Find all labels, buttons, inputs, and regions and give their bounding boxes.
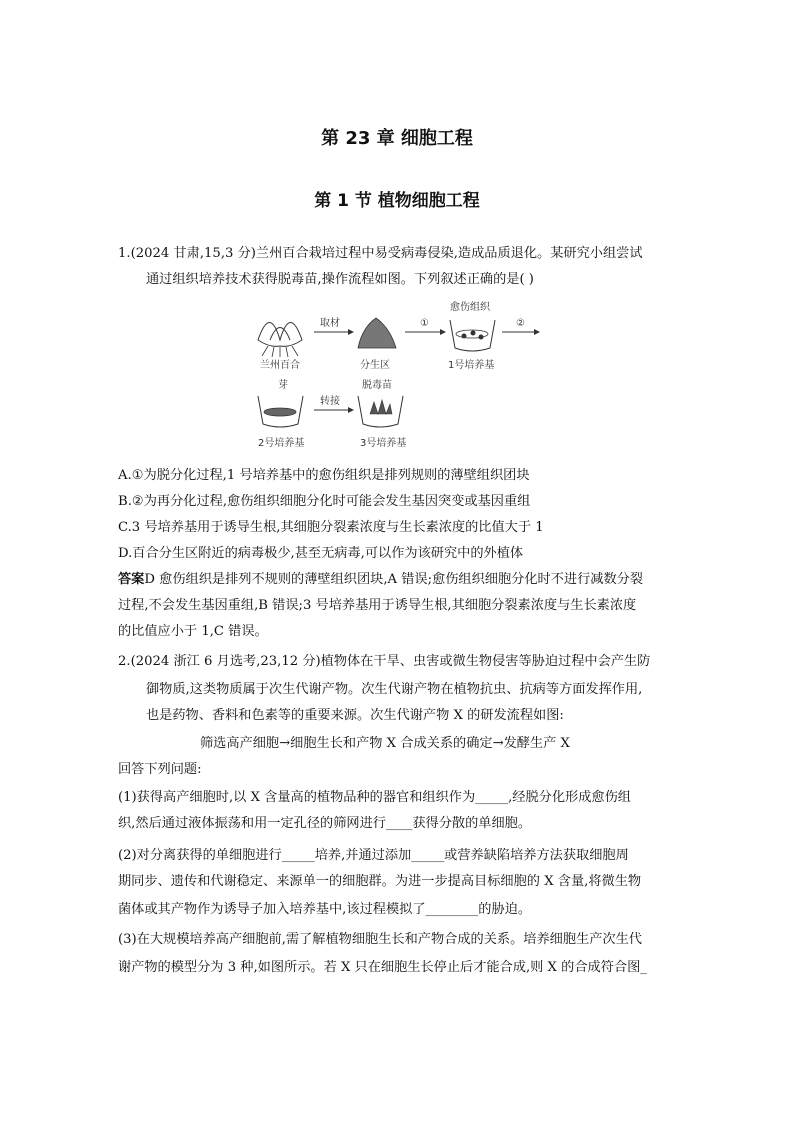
lily-bulb-icon	[258, 323, 302, 358]
q2-prompt: 回答下列问题:	[118, 762, 202, 777]
label-step-2: ②	[516, 318, 525, 329]
label-lily: 兰州百合	[260, 360, 300, 371]
q1-stem-line-2: 通过组织培养技术获得脱毒苗,操作流程如图。下列叙述正确的是( )	[146, 272, 534, 287]
label-step-1: ①	[420, 318, 429, 329]
label-seedling: 脱毒苗	[362, 380, 392, 391]
q2-flow: 筛选高产细胞→细胞生长和产物 X 合成关系的确定→发酵生产 X	[200, 736, 570, 751]
q1-option-a: A.①为脱分化过程,1 号培养基中的愈伤组织是排列规则的薄壁组织团块	[118, 468, 530, 483]
tissue-culture-diagram	[250, 300, 550, 450]
arrow-icon	[348, 329, 354, 335]
label-meristem: 分生区	[360, 360, 390, 371]
q1-option-c: C.3 号培养基用于诱导生根,其细胞分裂素浓度与生长素浓度的比值大于 1	[118, 520, 544, 535]
chapter-title: 第 23 章 细胞工程	[321, 128, 473, 149]
q2-part2-line-1: (2)对分离获得的单细胞进行_____培养,并通过添加_____或营养缺陷培养方法获取细胞周	[118, 848, 629, 863]
q2-part3-line-1: (3)在大规模培养高产细胞前,需了解植物细胞生长和产物合成的关系。培养细胞生产次生代	[118, 932, 642, 947]
label-medium-2: 2号培养基	[258, 438, 305, 449]
q2-part3-line-2: 谢产物的模型分为 3 种,如图所示。若 X 只在细胞生长停止后才能合成,则 X 的合成符合图_	[118, 960, 647, 975]
q1-answer-line-1: 答案D 愈伤组织是排列不规则的薄壁组织团块,A 错误;愈伤组织细胞分化时不进行减数分裂	[118, 572, 644, 587]
q1-answer-line-3: 的比值应小于 1,C 错误。	[118, 624, 268, 639]
q2-stem-line-1: 2.(2024 浙江 6 月选考,23,12 分)植物体在干旱、虫害或微生物侵害等胁迫过程中会产生防	[118, 654, 651, 669]
arrow-icon	[440, 329, 446, 335]
label-take: 取材	[320, 318, 340, 329]
q1-stem-line-1: 1.(2024 甘肃,15,3 分)兰州百合栽培过程中易受病毒侵染,造成品质退化。某研究小组尝试	[118, 246, 643, 261]
label-medium-3: 3号培养基	[360, 438, 407, 449]
answer-label: 答案	[118, 572, 145, 587]
seedling-icon	[370, 400, 392, 414]
arrow-icon	[534, 329, 540, 335]
q2-part1-line-2: 织,然后通过液体振荡和用一定孔径的筛网进行____获得分散的单细胞。	[118, 816, 532, 831]
q2-stem-line-2: 御物质,这类物质属于次生代谢产物。次生代谢产物在植物抗虫、抗病等方面发挥作用,	[146, 682, 643, 697]
q1-option-b: B.②为再分化过程,愈伤组织细胞分化时可能会发生基因突变或基因重组	[118, 494, 531, 509]
label-bud: 芽	[278, 380, 288, 391]
q2-part2-line-3: 菌体或其产物作为诱导子加入培养基中,该过程模拟了________的胁迫。	[118, 902, 532, 917]
section-title: 第 1 节 植物细胞工程	[314, 191, 480, 211]
meristem-icon	[358, 318, 396, 348]
q2-part1-line-1: (1)获得高产细胞时,以 X 含量高的植物品种的器官和组织作为_____,经脱分化形成愈伤组	[118, 790, 631, 805]
arrow-icon	[348, 407, 354, 413]
label-medium-1: 1号培养基	[448, 360, 495, 371]
q1-option-d: D.百合分生区附近的病毒极少,甚至无病毒,可以作为该研究中的外植体	[118, 546, 524, 561]
q1-answer-line-2: 过程,不会发生基因重组,B 错误;3 号培养基用于诱导生根,其细胞分裂素浓度与生长素浓度	[118, 598, 637, 613]
q2-part2-line-2: 期同步、遗传和代谢稳定、来源单一的细胞群。为进一步提高目标细胞的 X 含量,将微生物	[118, 874, 642, 889]
label-transfer: 转接	[320, 396, 340, 407]
label-callus: 愈伤组织	[450, 302, 490, 313]
q2-stem-line-3: 也是药物、香料和色素等的重要来源。次生代谢产物 X 的研发流程如图:	[146, 708, 564, 723]
